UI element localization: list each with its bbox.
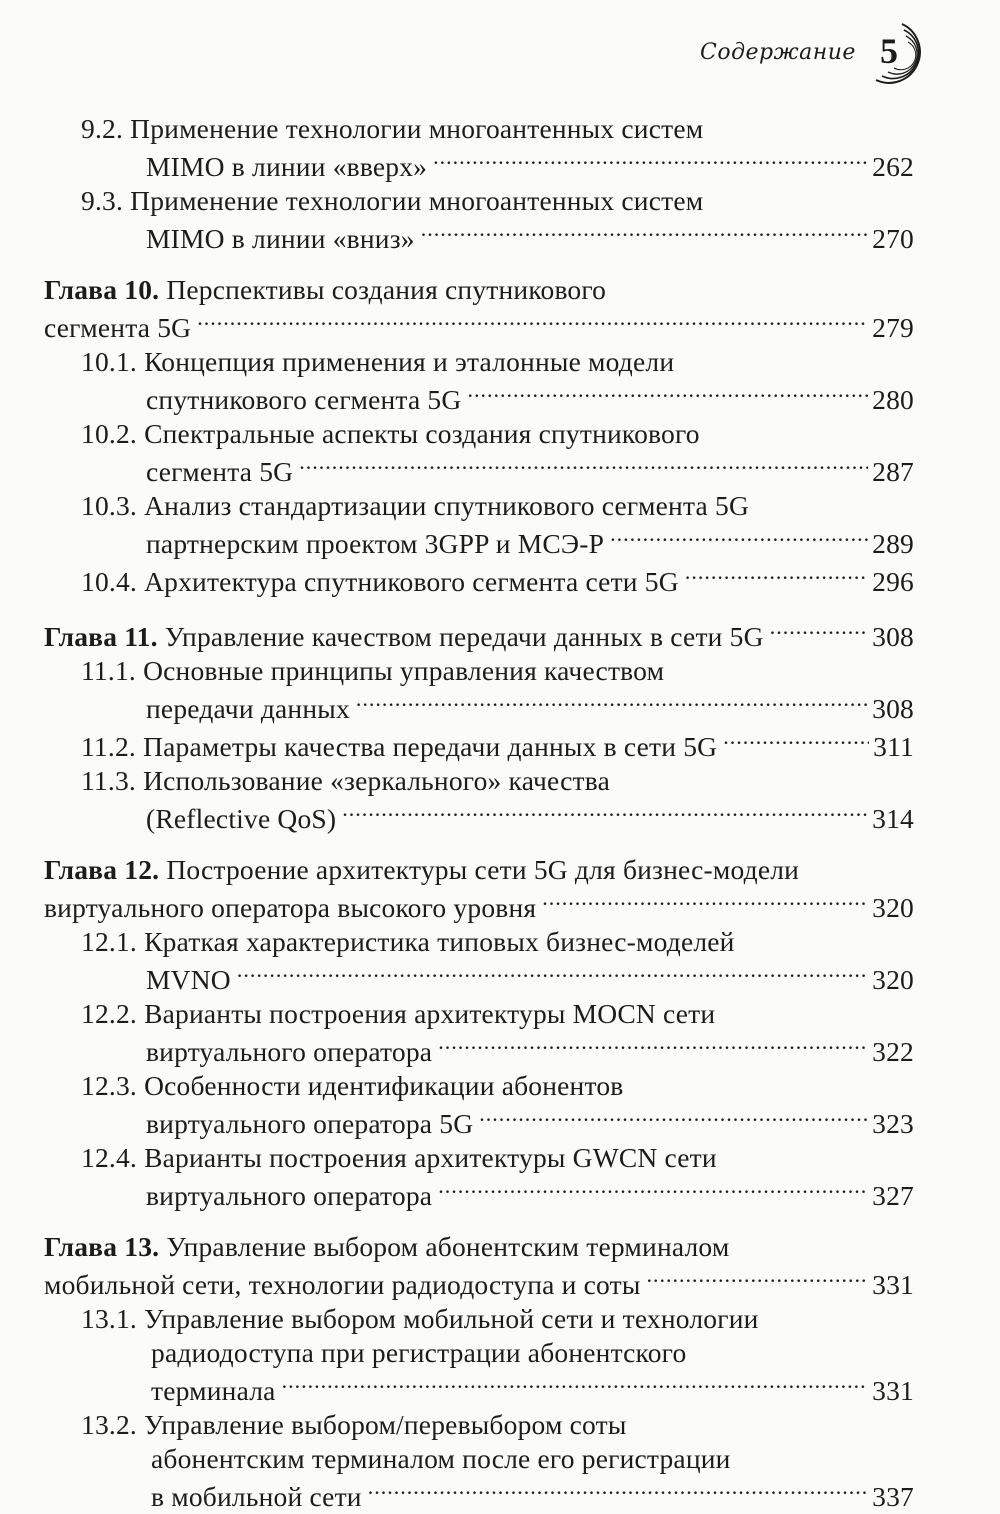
entry-title-cont: виртуального оператора 5G xyxy=(146,1108,474,1139)
entry-page: 322 xyxy=(872,1036,914,1067)
entry-title: Применение технологии многоантенных систем xyxy=(130,113,704,144)
entry-title-cont: MIMO в линии «вниз» xyxy=(146,223,415,254)
toc-chapter-12[interactable] xyxy=(44,853,914,925)
chapter-page: 308 xyxy=(872,621,914,652)
toc-entry-12-4[interactable] xyxy=(44,1141,914,1213)
entry-number: 10.4. xyxy=(81,566,137,597)
entry-number: 10.2. xyxy=(81,418,137,449)
leader-dots xyxy=(467,379,868,409)
leader-dots xyxy=(433,146,868,176)
entry-title: Спектральные аспекты создания спутникового xyxy=(144,418,700,449)
chapter-page: 279 xyxy=(872,312,914,343)
toc-entry-11-2[interactable] xyxy=(44,726,914,764)
entry-page: 327 xyxy=(872,1180,914,1211)
chapter-title: Перспективы создания спутникового xyxy=(166,274,607,305)
chapter-label: Глава 11. xyxy=(44,621,158,652)
chapter-title-cont: мобильной сети, технологии радиодоступа и соты xyxy=(44,1269,641,1300)
toc-entry-10-1[interactable] xyxy=(44,345,914,417)
entry-title: Краткая характеристика типовых бизнес-моделей xyxy=(144,926,735,957)
entry-number: 11.3. xyxy=(81,765,136,796)
entry-title-cont: абонентским терминалом после его регистрации xyxy=(151,1443,731,1474)
leader-dots xyxy=(421,218,868,248)
entry-title-cont: виртуального оператора xyxy=(146,1036,433,1067)
leader-dots xyxy=(197,307,868,337)
chapter-page: 320 xyxy=(872,892,914,923)
chapter-title-cont: виртуального оператора высокого уровня xyxy=(44,892,537,923)
leader-dots xyxy=(542,887,868,917)
toc-entry-13-2[interactable] xyxy=(44,1408,914,1514)
entry-title-cont: спутникового сегмента 5G xyxy=(146,384,462,415)
leader-dots xyxy=(647,1264,869,1294)
entry-number: 13.1. xyxy=(81,1303,137,1334)
entry-title-cont: MVNO xyxy=(146,964,231,995)
entry-page: 311 xyxy=(873,731,914,762)
entry-number: 10.3. xyxy=(81,490,137,521)
entry-number: 12.3. xyxy=(81,1070,137,1101)
entry-title: Архитектура спутникового сегмента сети 5G xyxy=(144,566,679,597)
toc-entry-10-4[interactable] xyxy=(44,561,914,599)
entry-title-cont: радиодоступа при регистрации абонентского xyxy=(151,1337,687,1368)
entry-number: 10.1. xyxy=(81,346,137,377)
entry-title-cont: в мобильной сети xyxy=(151,1481,362,1512)
chapter-title: Построение архитектуры сети 5G для бизнес-модели xyxy=(166,854,800,885)
entry-title: Применение технологии многоантенных систем xyxy=(130,185,704,216)
toc-entry-10-2[interactable] xyxy=(44,417,914,489)
page-number: 5 xyxy=(880,31,898,71)
entry-title-cont: (Reflective QoS) xyxy=(146,803,337,834)
entry-number: 12.2. xyxy=(81,998,137,1029)
table-of-contents xyxy=(44,112,914,1514)
toc-entry-12-1[interactable] xyxy=(44,925,914,997)
leader-dots xyxy=(723,726,869,756)
entry-page: 331 xyxy=(872,1375,914,1406)
entry-title: Использование «зеркального» качества xyxy=(143,765,610,796)
leader-dots xyxy=(770,616,868,646)
entry-title-cont: сегмента 5G xyxy=(146,456,294,487)
chapter-page: 331 xyxy=(872,1269,914,1300)
leader-dots xyxy=(438,1031,868,1061)
entry-title: Варианты построения архитектуры GWCN сети xyxy=(144,1142,717,1173)
leader-dots xyxy=(342,798,868,828)
entry-title-cont: MIMO в линии «вверх» xyxy=(146,151,428,182)
toc-entry-12-2[interactable] xyxy=(44,997,914,1069)
entry-number: 11.1. xyxy=(81,655,136,686)
entry-number: 9.2. xyxy=(81,113,124,144)
toc-entry-9-2[interactable] xyxy=(44,112,914,184)
entry-title-cont: передачи данных xyxy=(146,693,350,724)
chapter-title: Управление выбором абонентским терминалом xyxy=(166,1231,730,1262)
entry-title: Управление выбором мобильной сети и технологии xyxy=(144,1303,759,1334)
toc-entry-9-3[interactable] xyxy=(44,184,914,256)
entry-page: 314 xyxy=(872,803,914,834)
running-title: Содержание xyxy=(700,40,856,65)
leader-dots xyxy=(438,1175,868,1205)
entry-page: 320 xyxy=(872,964,914,995)
entry-title-cont: терминала xyxy=(151,1375,276,1406)
chapter-label: Глава 13. xyxy=(44,1231,160,1262)
chapter-title-cont: сегмента 5G xyxy=(44,312,192,343)
entry-title: Параметры качества передачи данных в сети 5G xyxy=(143,731,718,762)
leader-dots xyxy=(299,451,868,481)
leader-dots xyxy=(479,1103,868,1133)
chapter-title: Управление качеством передачи данных в сети 5G xyxy=(164,621,764,652)
leader-dots xyxy=(368,1476,868,1506)
entry-page: 262 xyxy=(872,151,914,182)
page-number-badge xyxy=(862,18,934,90)
toc-chapter-11[interactable] xyxy=(44,616,914,654)
entry-page: 270 xyxy=(872,223,914,254)
entry-page: 323 xyxy=(872,1108,914,1139)
entry-title-cont: виртуального оператора xyxy=(146,1180,433,1211)
toc-chapter-13[interactable] xyxy=(44,1230,914,1302)
leader-dots xyxy=(282,1370,869,1400)
leader-dots xyxy=(610,523,868,553)
entry-title: Основные принципы управления качеством xyxy=(143,655,665,686)
entry-number: 13.2. xyxy=(81,1409,137,1440)
entry-page: 289 xyxy=(872,528,914,559)
entry-number: 12.1. xyxy=(81,926,137,957)
toc-entry-11-3[interactable] xyxy=(44,764,914,836)
entry-number: 11.2. xyxy=(81,731,136,762)
entry-number: 9.3. xyxy=(81,185,124,216)
entry-page: 337 xyxy=(872,1481,914,1512)
swirl-icon xyxy=(862,18,934,90)
chapter-label: Глава 12. xyxy=(44,854,160,885)
chapter-label: Глава 10. xyxy=(44,274,160,305)
entry-title: Анализ стандартизации спутникового сегмента 5G xyxy=(144,490,750,521)
entry-title: Особенности идентификации абонентов xyxy=(144,1070,624,1101)
entry-title: Концепция применения и эталонные модели xyxy=(144,346,675,377)
entry-number: 12.4. xyxy=(81,1142,137,1173)
toc-chapter-10[interactable] xyxy=(44,273,914,345)
toc-entry-10-3[interactable] xyxy=(44,489,914,561)
toc-entry-12-3[interactable] xyxy=(44,1069,914,1141)
entry-page: 287 xyxy=(872,456,914,487)
entry-page: 280 xyxy=(872,384,914,415)
entry-title: Варианты построения архитектуры MOCN сети xyxy=(144,998,716,1029)
toc-entry-13-1[interactable] xyxy=(44,1302,914,1408)
entry-title-cont: партнерским проектом 3GPP и МСЭ-Р xyxy=(146,528,605,559)
entry-page: 308 xyxy=(872,693,914,724)
leader-dots xyxy=(356,688,868,718)
leader-dots xyxy=(685,561,868,591)
entry-page: 296 xyxy=(872,566,914,597)
entry-title: Управление выбором/перевыбором соты xyxy=(144,1409,627,1440)
toc-entry-11-1[interactable] xyxy=(44,654,914,726)
leader-dots xyxy=(237,959,868,989)
